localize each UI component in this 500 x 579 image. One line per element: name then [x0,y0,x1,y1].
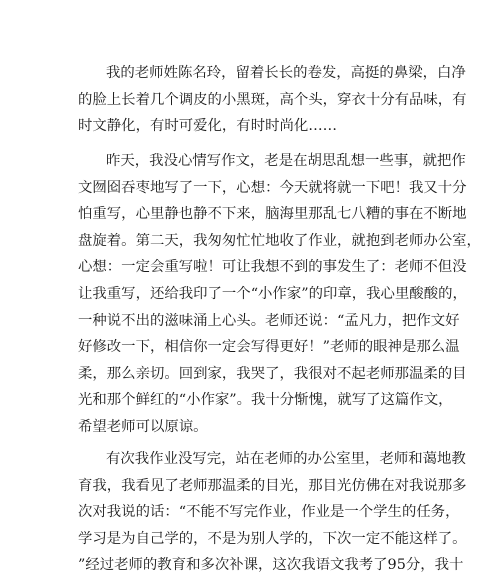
text-line: ”经过老师的教育和多次补课，这次我语文我考了95分，我十 [78,557,464,574]
text-line: 好修改一下，相信你一定会写得更好！”老师的眼神是那么温 [78,339,460,356]
text-line: 文囫囵吞枣地写了一下，心想：今天就将就一下吧！我又十分 [78,179,467,196]
paragraph-3 [78,446,467,579]
text-line: 让我重写，还给我印了一个“小作家”的印章，我心里酸酸的， [78,285,467,302]
text-line: 怕重写，心里静也静不下来，脑海里那乱七八糟的事在不断地 [78,206,467,223]
text-line: 有次我作业没写完，站在老师的办公室里，老师和蔼地教 [106,451,466,467]
text-line: 学习是为自己学的，不是为别人学的，下次一定不能这样了。 [78,530,467,547]
text-line: 次对我说的话：“不能不写完作业，作业是一个学生的任务， [78,504,460,521]
text-line: 希望老师可以原谅。 [78,418,208,435]
text-line: 育我，我看见了老师那温柔的目光，那目光仿佛在对我说那多 [78,477,467,494]
text-line: 盘旋着。第二天，我匆匆忙忙地收了作业，就抱到老师办公室， [78,232,481,249]
text-line: 一种说不出的滋味涌上心头。老师还说：“孟凡力，把作文好 [78,312,460,329]
text-line: 时文静化，有时可爱化，有时时尚化…… [78,118,338,135]
text-line: 光和那个鲜红的“小作家”。我十分惭愧，就写了这篇作文， [78,392,453,409]
paragraph-1 [78,60,467,140]
text-line: 心想：一定会重写啦！可让我想不到的事发生了：老师不但没 [78,259,467,276]
text-line: 我的老师姓陈名玲，留着长长的卷发，高挺的鼻梁，白净 [106,65,466,81]
paragraph-2 [78,148,481,441]
text-line: 柔，那么亲切。回到家，我哭了，我很对不起老师那温柔的目 [78,365,467,382]
text-line: 昨天，我没心情写作文，老是在胡思乱想一些事，就把作 [106,153,466,169]
text-line: 的脸上长着几个调皮的小黑斑，高个头，穿衣十分有品味，有 [78,91,467,108]
